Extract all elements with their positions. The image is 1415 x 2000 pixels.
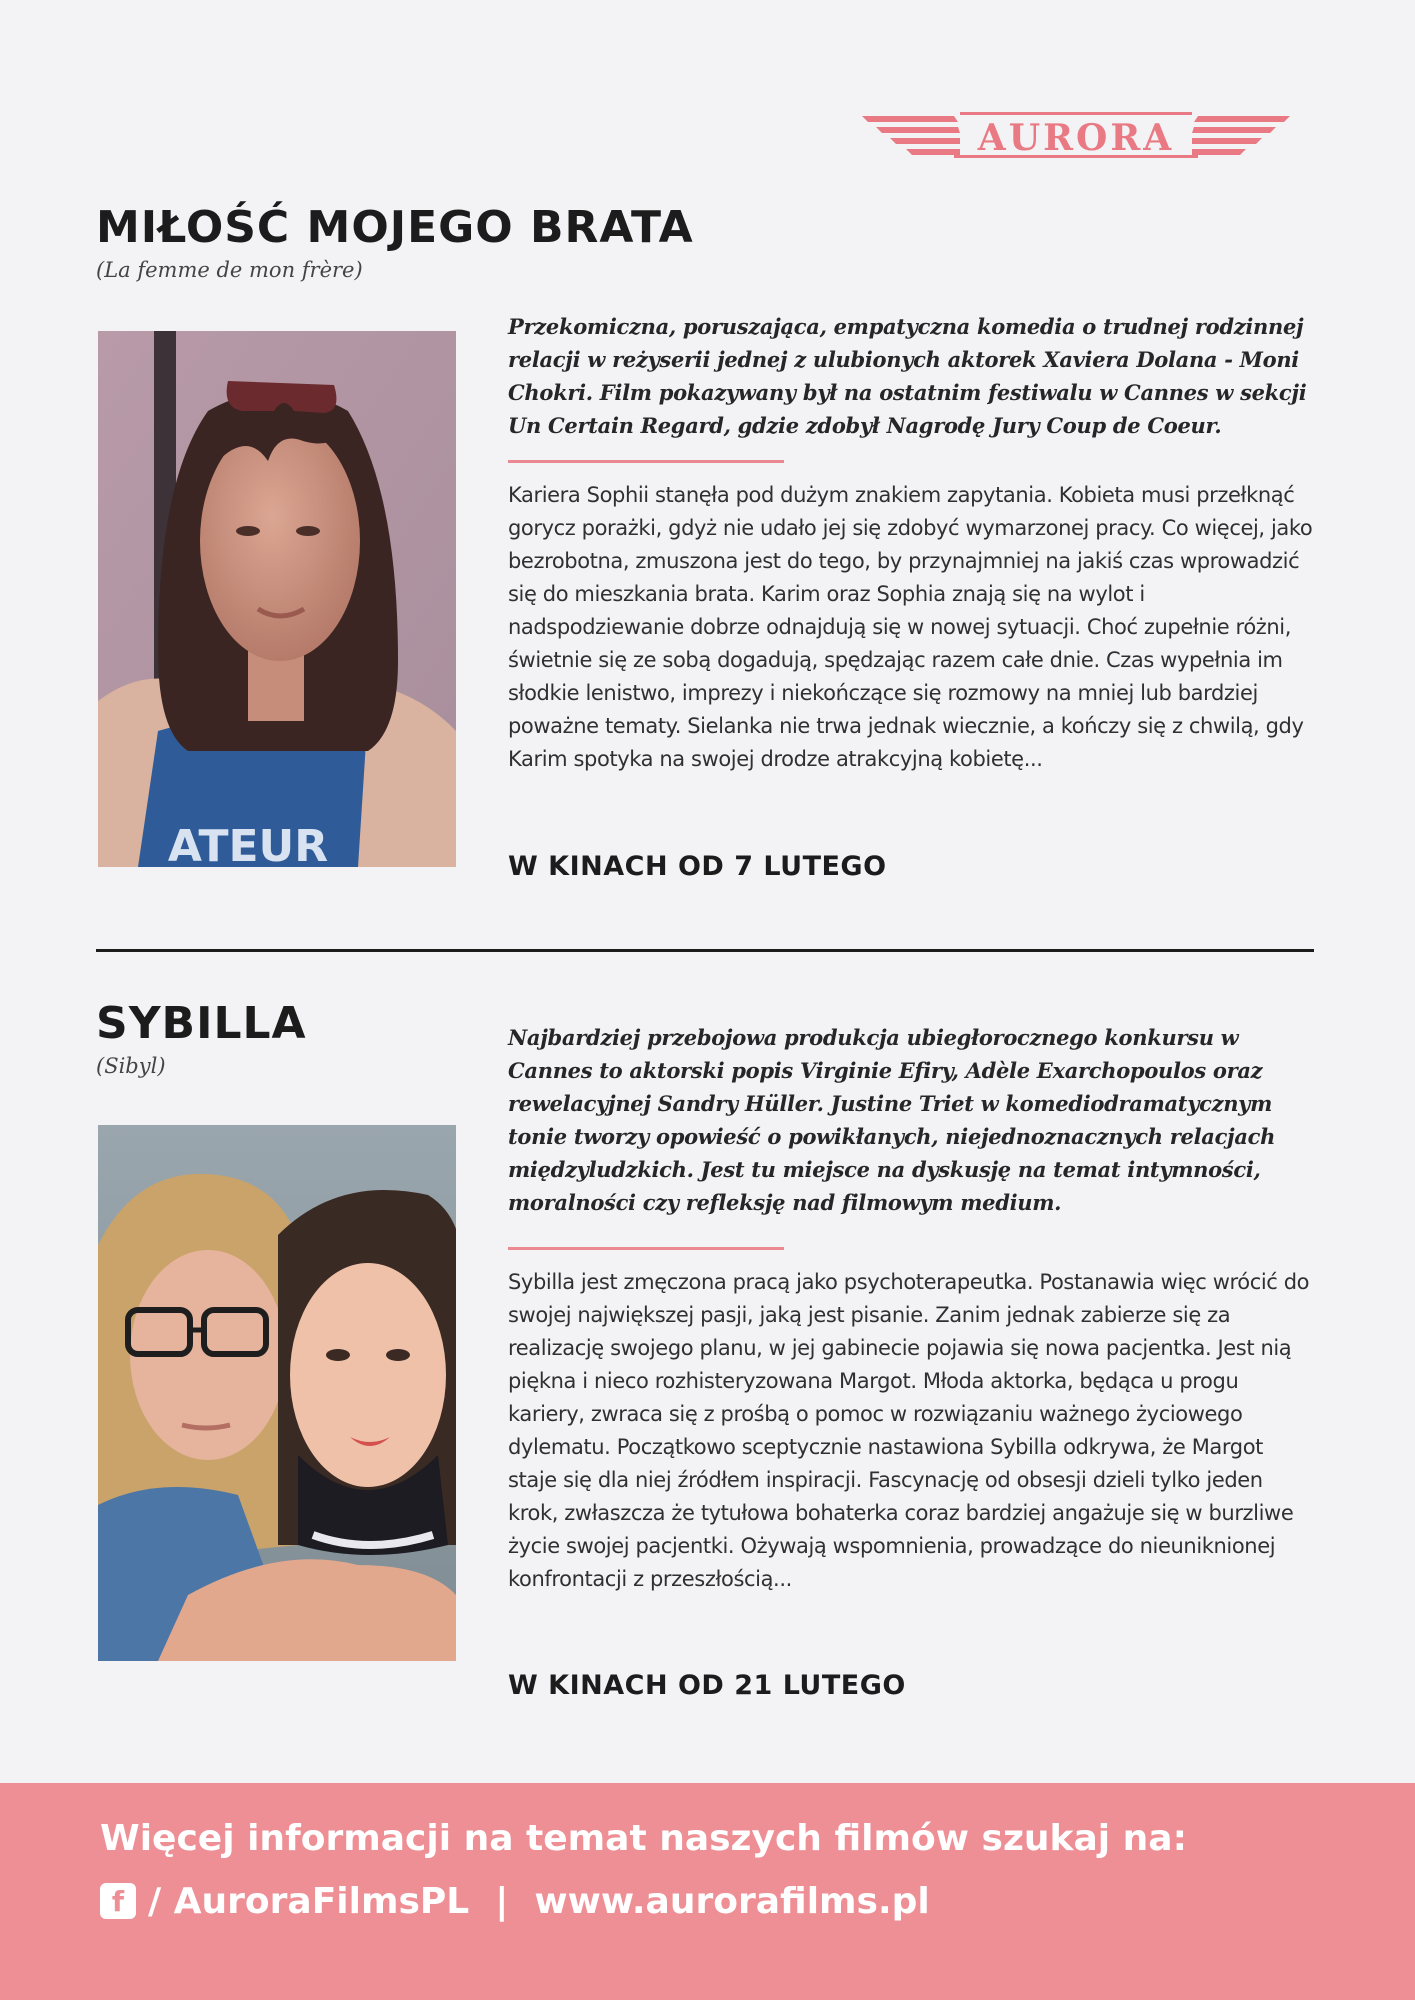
film-1-lead: Przekomiczna, poruszająca, empatyczna komedia o trudnej rodzinnej relacji w reżyserii jednej z ulubionych aktorek Xaviera Dolana - Moni Chokri. Film pokazywany był na ostatnim festiwalu w Cannes w sekcji Un Certain Regard, gdzie zdobył Nagrodę Jury Coup de Coeur.: [508, 314, 1307, 438]
film-2-description: Sybilla jest zmęczona pracą jako psychoterapeutka. Postanawia więc wrócić do swojej największej pasji, jaką jest pisanie. Zanim jednak zabierze się za realizację swojego planu, w jej gabinecie pojawia się nowa pacjentka. Jest nią piękna i nieco rozhisteryzowana Margot. Młoda aktorka, będąca u progu kariery, zwraca się z prośbą o pomoc w rozwiązaniu ważnego życiowego dylematu. Początkowo sceptycznie nastawiona Sybilla odkrywa, że Margot staje się dla niej źródłem inspiracji. Fascynację od obsesji dzieli tylko jeden krok, zwłaszcza że tytułowa bohaterka coraz bardziej angażuje się w burzliwe życie swojej pacjentki. Ożywają wspomnienia, prowadzące do nieuniknionej konfrontacji z przeszłością...: [508, 1270, 1310, 1591]
facebook-icon[interactable]: f: [100, 1883, 136, 1919]
film-2-title: SYBILLA: [96, 998, 307, 1049]
section-divider: [96, 949, 1314, 952]
film-2-accent-rule: [508, 1247, 784, 1250]
shirt-print: ATEUR: [167, 821, 329, 867]
website-link[interactable]: www.aurorafilms.pl: [534, 1880, 930, 1922]
film-2-photo: [98, 1125, 456, 1661]
film-2-original-title: (Sibyl): [96, 1054, 166, 1078]
film-1-title: MIŁOŚĆ MOJEGO BRATA: [96, 202, 694, 253]
aurora-logo-wings: [862, 110, 1290, 162]
aurora-logo: [862, 110, 1290, 162]
film-1-photo: [98, 331, 456, 867]
film-1-release-date: W KINACH OD 7 LUTEGO: [508, 851, 887, 882]
film-1-original-title: (La femme de mon frère): [96, 258, 363, 282]
facebook-handle-link[interactable]: / AuroraFilmsPL: [148, 1880, 470, 1922]
footer-links: [100, 1880, 930, 1922]
film-2-release-date: W KINACH OD 21 LUTEGO: [508, 1670, 906, 1701]
film-1-description: Kariera Sophii stanęła pod dużym znakiem zapytania. Kobieta musi przełknąć gorycz porażki, gdyż nie udało jej się zdobyć wymarzonej pracy. Co więcej, jako bezrobotna, zmuszona jest do tego, by przynajmniej na jakiś czas wprowadzić się do mieszkania brata. Karim oraz Sophia znają się na wylot i nadspodziewanie dobrze odnajdują się w nowej sytuacji. Choć zupełnie różni, świetnie się ze sobą dogadują, spędzając razem całe dnie. Czas wypełnia im słodkie lenistwo, imprezy i niekończące się rozmowy na mniej lub bardziej poważne tematy. Sielanka nie trwa jednak wiecznie, a kończy się z chwilą, gdy Karim spotyka na swojej drodze atrakcyjną kobietę...: [508, 483, 1313, 771]
footer-info-text: Więcej informacji na temat naszych filmów szukaj na:: [100, 1818, 1187, 1859]
footer-separator: |: [495, 1880, 509, 1922]
film-1-accent-rule: [508, 460, 784, 463]
film-2-lead: Najbardziej przebojowa produkcja ubiegłorocznego konkursu w Cannes to aktorski popis Virginie Efiry, Adèle Exarchopoulos oraz rewelacyjnej Sandry Hüller. Justine Triet w komediodramatycznym tonie tworzy opowieść o powikłanych, niejednoznacznych relacjach międzyludzkich. Jest tu miejsce na dyskusję na temat intymności, moralności czy refleksję nad filmowym medium.: [508, 1025, 1276, 1215]
aurora-logo-text: AURORA: [977, 117, 1175, 159]
